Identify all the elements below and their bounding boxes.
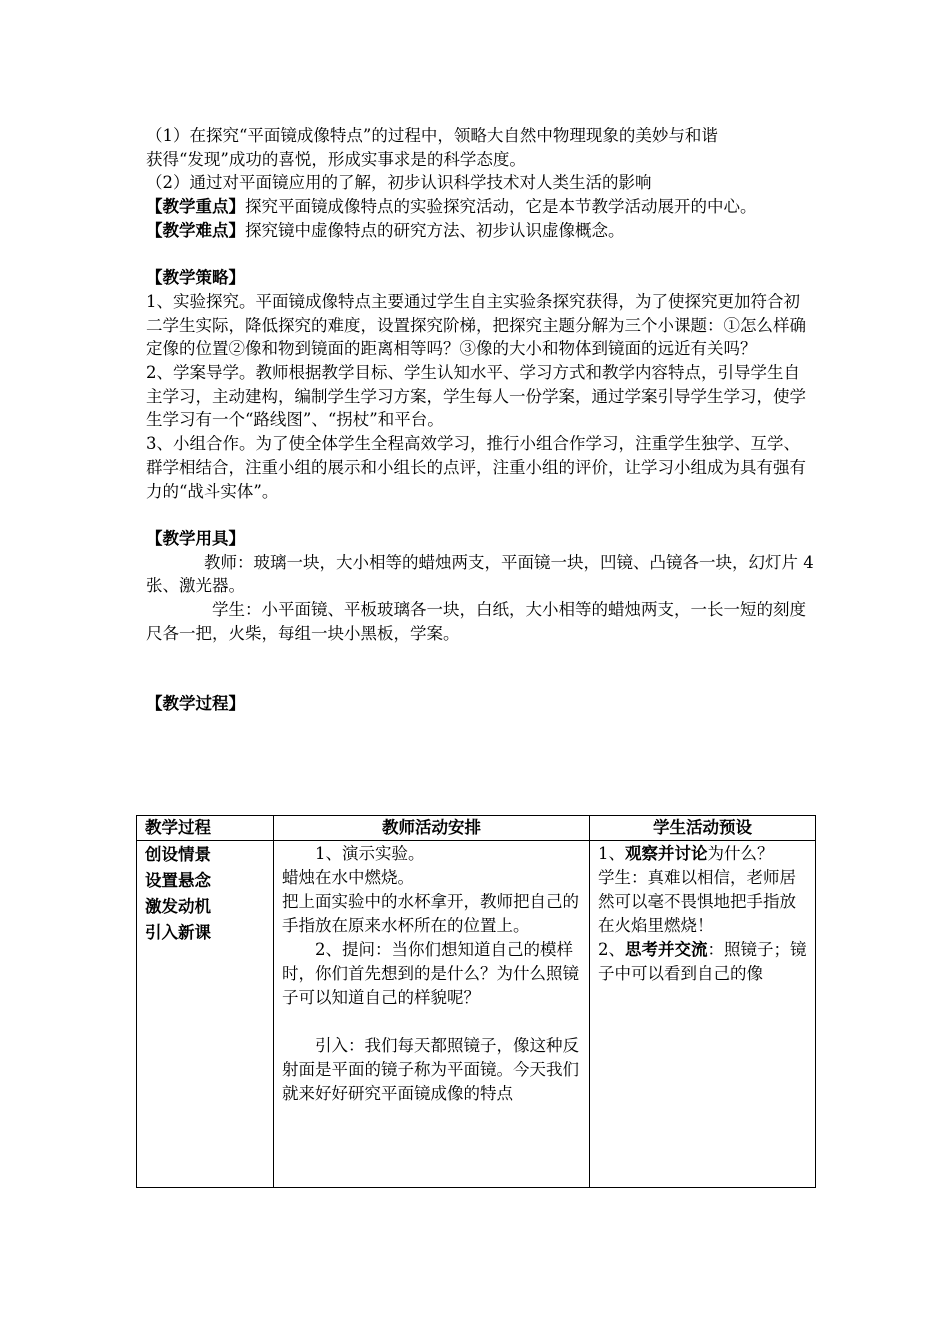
header-stage: 教学过程 — [137, 816, 274, 841]
process-heading: 【教学过程】 — [146, 694, 245, 714]
header-teacher: 教师活动安排 — [274, 816, 590, 841]
stage-line-2: 设置悬念 — [145, 871, 211, 890]
teacher-p5: 引入：我们每天都照镜子，像这种反射面是平面的镜子称为平面镜。今天我们就来好好研究平面镜成像的特点 — [282, 1036, 579, 1103]
tools-teacher: 教师：玻璃一块，大小相等的蜡烛两支，平面镜一块，凹镜、凸镜各一块，幻灯片 4 张、激光器。 — [146, 552, 814, 596]
difficulty-paragraph — [146, 219, 814, 243]
teacher-p2: 蜡烛在水中燃烧。 — [282, 868, 414, 887]
key-point-text: 探究平面镜成像特点的实验探究活动，它是本节教学活动展开的中心。 — [245, 197, 757, 217]
stage-cell — [137, 841, 274, 1188]
objective-1-line1: （1）在探究“平面镜成像特点”的过程中，领略大自然中物理现象的美妙与和谐 — [146, 126, 718, 145]
strategy-item-3: 3、小组合作。为了使全体学生全程高效学习，推行小组合作学习，注重学生独学、互学、群学相结合，注重小组的展示和小组长的点评，注重小组的评价，让学习小组成为具有强有力的“战斗实体”。 — [146, 434, 806, 501]
strategy-item-2: 2、学案导学。教师根据教学目标、学生认知水平、学习方式和教学内容特点，引导学生自主学习，主动建构，编制学生学习方案，学生每人一份学案，通过学案引导学生学习，使学生学习有一个“路线图”、“拐杖”和平台。 — [146, 363, 806, 430]
process-table — [136, 815, 816, 1188]
teacher-p3: 把上面实验中的水杯拿开，教师把自己的手指放在原来水杯所在的位置上。 — [282, 892, 579, 935]
teacher-p1: 1、演示实验。 — [315, 844, 425, 863]
table-row — [137, 841, 816, 1188]
stage-line-4: 引入新课 — [145, 923, 211, 942]
tools-heading: 【教学用具】 — [146, 528, 245, 548]
strategy-heading: 【教学策略】 — [146, 268, 245, 288]
strategy-item-1: 1、实验探究。平面镜成像特点主要通过学生自主实验条探究获得，为了使探究更加符合初二学生实际，降低探究的难度，设置探究阶梯，把探究主题分解为三个小课题：①怎么样确定像的位置②像和物到镜面的距离相等吗？③像的大小和物体到镜面的远近有关吗？ — [146, 291, 806, 359]
student-s1: 1、观察并讨论为什么？ — [598, 844, 774, 863]
difficulty-text: 探究镜中虚像特点的研究方法、初步认识虚像概念。 — [245, 220, 625, 240]
teacher-activity-cell — [274, 841, 590, 1188]
difficulty-label: 【教学难点】 — [146, 220, 245, 240]
header-student: 学生活动预设 — [590, 816, 816, 841]
key-point-label: 【教学重点】 — [146, 197, 245, 217]
objective-1-line2: 获得“发现”成功的喜悦，形成实事求是的科学态度。 — [146, 149, 526, 169]
think-share-label: 思考并交流 — [625, 940, 708, 959]
student-activity-cell — [590, 841, 816, 1188]
table-header-row — [137, 816, 816, 841]
teacher-p4: 2、提问：当你们想知道自己的模样时，你们首先想到的是什么？为什么照镜子可以知道自己的样貌呢？ — [282, 940, 579, 1007]
stage-line-1: 创设情景 — [145, 845, 211, 864]
student-s3: 2、思考并交流：照镜子；镜子中可以看到自己的像 — [598, 940, 807, 983]
student-s2: 学生：真难以相信，老师居然可以毫不畏惧地把手指放在火焰里燃烧！ — [598, 868, 796, 935]
tools-student: 学生：小平面镜、平板玻璃各一块，白纸，大小相等的蜡烛两支，一长一短的刻度尺各一把，火柴，每组一块小黑板，学案。 — [146, 600, 806, 643]
key-point-paragraph — [146, 195, 814, 219]
document-body — [146, 124, 814, 716]
objective-2: （2）通过对平面镜应用的了解，初步认识科学技术对人类生活的影响 — [146, 173, 652, 193]
stage-line-3: 激发动机 — [145, 897, 211, 916]
observe-discuss-label: 观察并讨论 — [625, 844, 708, 863]
